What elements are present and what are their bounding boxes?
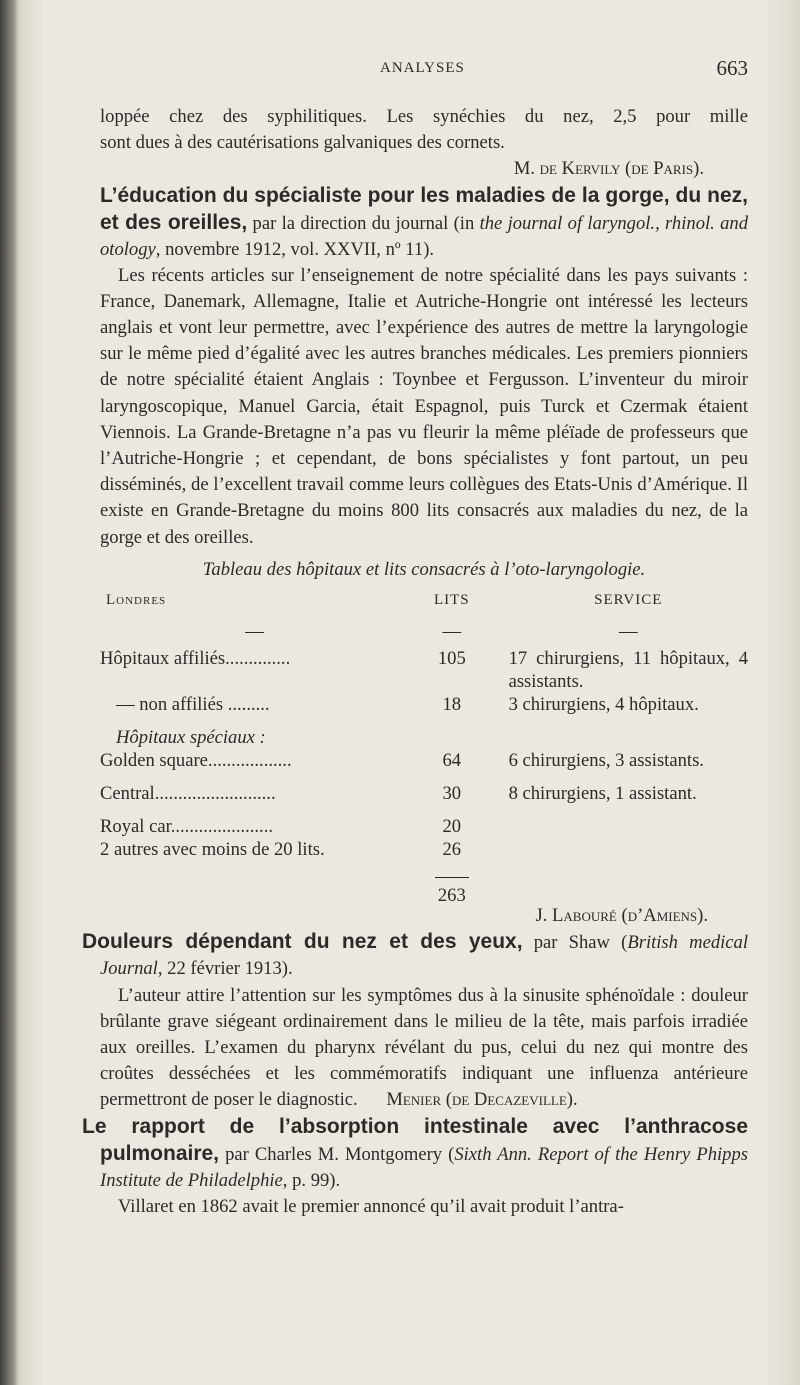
article3-title-rest: par Charles M. Montgomery (: [219, 1143, 455, 1165]
article2-title-end: , 22 février 1913).: [157, 958, 293, 980]
row-beds: 30: [442, 783, 462, 805]
row-name: [100, 693, 409, 716]
leader-dots: ..........................: [154, 783, 276, 805]
leader-dots: ......................: [170, 816, 273, 838]
signature-laboure-text: J. Labouré (d’Amiens).: [535, 905, 708, 927]
row-name: [100, 647, 409, 693]
article2-title-rest: par Shaw (: [522, 932, 628, 954]
row-service: 3 chirurgiens, 4 hôpitaux.: [508, 694, 699, 716]
article2-heading: [82, 929, 748, 982]
header-londres-text: Londres: [106, 592, 167, 609]
article3-heading: [82, 1114, 749, 1195]
table-row: [100, 749, 748, 772]
signature-kervily: [100, 156, 748, 182]
row-name-text: Golden square: [100, 750, 208, 772]
table-row: [100, 838, 748, 861]
article1-title: L’éducation du spécialiste pour les maladies de la gorge, du nez, et des oreilles,: [100, 183, 748, 234]
article2-body: [100, 983, 748, 1114]
row-service: [495, 805, 748, 838]
row-name-text: Central: [100, 783, 155, 805]
row-name-text: Hôpitaux affiliés: [100, 648, 226, 670]
article1-journal: the journal of laryngol., rhinol. and otology: [100, 212, 749, 260]
article1-title-end: , novembre 1912, vol. XXVII, nº 11).: [155, 238, 435, 260]
row-beds: 20: [442, 816, 462, 838]
row-service: 8 chirurgiens, 1 assistant.: [508, 783, 697, 805]
table-row: [100, 693, 748, 716]
dash-3: —: [618, 621, 638, 643]
article3-journal: Sixth Ann. Report of the Henry Phipps Institute de Philadelphie: [100, 1143, 749, 1192]
intro-line-1: loppée chez des syphilitiques. Les synéchies du nez, 2,5 pour mille: [100, 106, 748, 127]
total-beds: [409, 861, 495, 907]
table-row: [100, 716, 748, 749]
row-beds: 26: [442, 839, 462, 861]
book-spine-shadow: [0, 0, 18, 1385]
article3-title-end: , p. 99).: [282, 1170, 341, 1192]
table-row: [100, 647, 748, 693]
leader-dots: .........: [223, 694, 270, 716]
article1-title-rest: par la direction du journal (in: [247, 212, 480, 234]
row-service: [495, 716, 748, 749]
header-service: SERVICE: [594, 592, 663, 609]
article2-journal: British medical Journal: [100, 932, 748, 980]
header-title: ANALYSES: [380, 60, 465, 76]
row-beds: 64: [442, 750, 462, 772]
row-name: Hôpitaux spéciaux :: [116, 727, 266, 749]
table-row: [100, 805, 748, 838]
page-content: [82, 104, 749, 1220]
dash-2: —: [442, 621, 462, 643]
total-beds-text: 263: [437, 885, 466, 907]
row-name: [100, 772, 409, 805]
table-header-row: [100, 589, 748, 620]
hospital-table: [100, 589, 748, 907]
row-name-text: — non affiliés: [116, 694, 224, 716]
row-name: 2 autres avec moins de 20 lits.: [100, 839, 325, 861]
article1-heading: [100, 183, 748, 263]
row-service: [495, 838, 748, 861]
row-beds: [409, 716, 495, 749]
table-row: [100, 772, 748, 805]
page-number: 663: [716, 56, 748, 80]
row-beds: 18: [442, 694, 462, 716]
leader-dots: ..................: [207, 750, 292, 772]
signature-menier: Menier (de Decazeville).: [386, 1089, 578, 1111]
dash-1: —: [245, 621, 264, 643]
header-londres: [100, 589, 409, 620]
row-name-text: Royal car: [100, 816, 171, 838]
article2-title: Douleurs dépendant du nez et des yeux,: [82, 930, 523, 954]
row-name: [100, 749, 409, 772]
running-header: [100, 56, 748, 90]
table-dash-row: [100, 620, 748, 647]
total-rule: [435, 877, 469, 878]
article2-body-text: L’auteur attire l’attention sur les symptômes dus à la sinusite sphénoïdale : douleur brûlante grave siégeant ordinairement dans le milieu de la tête, mais parfois irradiée aux oreilles. L’examen du pharynx révélant du pus, celui du nez qui montre des croûtes desséchées et les commémoratifs indiquant une influenza antérieure permettront de poser le diagnostic.: [100, 984, 748, 1111]
table-total-row: [100, 861, 748, 907]
row-name: [100, 805, 409, 838]
header-lits: LITS: [433, 592, 470, 609]
article1-body: Les récents articles sur l’enseignement de notre spécialité dans les pays suivants : France, Danemark, Allemagne, Italie et Autriche-Hongrie ont intéressé les lecteurs anglais et vont leur permettre, avec l’expérience des autres de mettre la laryngologie sur le même pied d’égalité avec les autres branches médicales. Les premiers pionniers de notre spécialité étaient Anglais : Toynbee et Fergusson. L’inventeur du miroir laryngoscopique, Manuel Garcia, était Espagnol, puis Turck et Czermak étaient Viennois. La Grande-Bretagne n’a pas vu fleurir la même pléïade de professeurs que l’Autriche-Hongrie ; et cependant, de bons spécialistes y font partout, un peu disséminés, de l’excellent travail comme leurs collègues des Etats-Unis d’Amérique. Il existe en Grande-Bretagne du moins 800 lits consacrés aux maladies du nez, de la gorge et des oreilles.: [100, 264, 748, 548]
article3-body: Villaret en 1862 avait le premier annoncé qu’il avait produit l’antra-: [118, 1196, 624, 1218]
signature-laboure: [100, 903, 748, 929]
table-caption: Tableau des hôpitaux et lits consacrés à l’oto-laryngologie.: [202, 558, 646, 580]
row-service: 17 chirurgiens, 11 hôpitaux, 4 assistants.: [508, 648, 748, 693]
row-beds: 105: [437, 648, 466, 670]
leader-dots: ..............: [225, 648, 291, 670]
intro-line-2: sont dues à des cautérisations galvaniques des cornets.: [100, 132, 505, 154]
row-service: 6 chirurgiens, 3 assistants.: [508, 750, 704, 772]
signature-kervily-text: M. de Kervily (de Paris).: [513, 158, 704, 180]
article3-title: Le rapport de l’absorption intestinale avec l’anthracose pulmonaire,: [82, 1114, 748, 1165]
